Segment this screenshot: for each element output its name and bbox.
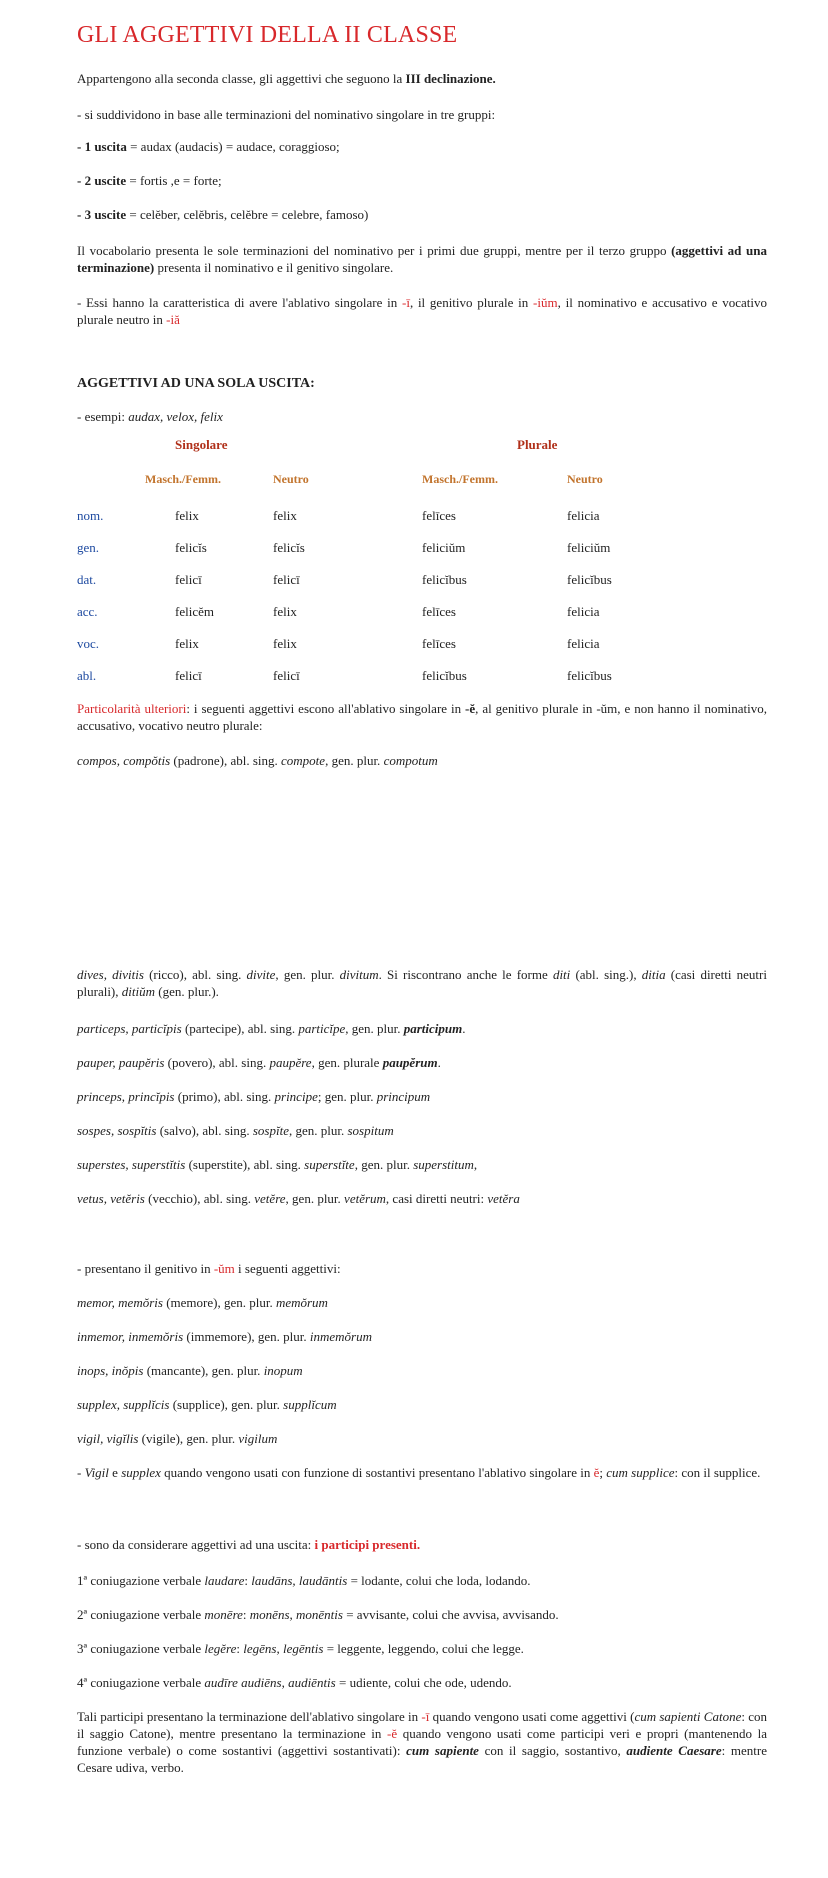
particularities-paragraph: Particolarità ulteriori: i seguenti aggettivi escono all'ablativo singolare in -ĕ, al genitivo plurale in -ŭm, e non hanno il nominativo, accusativo, vocativo neutro plurale:	[77, 701, 767, 733]
genitive-um-intro: - presentano il genitivo in -ŭm i seguenti aggettivi:	[77, 1261, 341, 1276]
examples-line: - esempi: audax, velox, felix	[77, 409, 223, 424]
header-plur-neuter: Neutro	[567, 472, 603, 486]
list-item: memor, memŏris (memore), gen. plur. memŏrum	[77, 1295, 328, 1310]
endings-paragraph: - Essi hanno la caratteristica di avere l'ablativo singolare in -ī, il genitivo plurale in -iŭm, il nominativo e accusativo e vocativo plurale neutro in -iă	[77, 295, 767, 327]
compos-line: compos, compŏtis (padrone), abl. sing. compote, gen. plur. compotum	[77, 753, 438, 768]
intro-paragraph: Appartengono alla seconda classe, gli aggettivi che seguono la III declinazione.	[77, 71, 496, 86]
list-item: sospes, sospĭtis (salvo), abl. sing. sospĭte, gen. plur. sospitum	[77, 1123, 394, 1138]
header-sing-neuter: Neutro	[273, 472, 309, 486]
header-sing-masc-fem: Masch./Femm.	[145, 472, 221, 486]
document-page: GLI AGGETTIVI DELLA II CLASSE Appartengono alla seconda classe, gli aggettivi che seguono la III declinazione. - si suddividono in base alle terminazioni del nominativo singolare in tre gruppi: - 1 uscita = audax (audacis) = audace, coraggioso; - 2 uscite = fortis ,e = forte; - 3 uscite = celĕber, celĕbris, celĕbre = celebre, famoso) Il vocabolario presenta le sole terminazioni del nominativo per i primi due gruppi, mentre per il terzo gruppo (aggettivi ad una terminazione) presenta il nominativo e il genitivo singolare. - Essi hanno la caratteristica di avere l'ablativo singolare in -ī, il genitivo plurale in -iŭm, il nominativo e accusativo e vocativo plurale neutro in -iă AGGETTIVI AD UNA SOLA USCITA: - esempi: audax, velox, felix Singolare Plurale Masch./Femm. Neutro Masch./Femm. Neutro nom. felix felix felīces felicia gen. felicĭs felicĭs feliciŭm feliciŭm dat. felicī felicī felicĭbus felicĭbus acc. felicĕm felix felīces felicia voc. felix felix felīces felicia abl. felicī felicī felicĭbus felicĭbus Particolarità ulteriori: i seguenti aggettivi escono all'ablativo singolare in -ĕ, al genitivo plurale in -ŭm, e non hanno il nominativo, accusativo, vocativo neutro plurale: compos, compŏtis (padrone), abl. sing. compote, gen. plur. compotum dives, divitis (ricco), abl. sing. divite, gen. plur. divitum. Si riscontrano anche le forme diti (abl. sing.), ditia (casi diretti neutri plurali), ditiŭm (gen. plur.). particeps, particĭpis (partecipe), abl. sing. particĭpe, gen. plur. participum. pauper, paupĕris (povero), abl. sing. paupĕre, gen. plurale paupĕrum. princeps, princĭpis (primo), abl. sing. principe; gen. plur. principum sospes, sospĭtis (salvo), abl. sing. sospĭte, gen. plur. sospitum superstes, superstĭtis (superstite), abl. sing. superstĭte, gen. plur. superstitum, vetus, vetĕris (vecchio), abl. sing. vetĕre, gen. plur. vetĕrum, casi diretti neutri: vetĕra - presentano il genitivo in -ŭm i seguenti aggettivi: memor, memŏris (memore), gen. plur. memŏrum inmemor, inmemŏris (immemore), gen. plur. inmemŏrum inops, inŏpis (mancante), gen. plur. inopum supplex, supplĭcis (supplice), gen. plur. supplĭcum vigil, vigĭlis (vigile), gen. plur. vigilum - Vigil e supplex quando vengono usati con funzione di sostantivi presentano l'ablativo singolare in ĕ; cum supplice: con il supplice. - sono da considerare aggettivi ad una uscita: i participi presenti. 1ª coniugazione verbale laudare: laudāns, laudāntis = lodante, colui che loda, lodando. 2ª coniugazione verbale monēre: monēns, monēntis = avvisante, colui che avvisa, avvisando. 3ª coniugazione verbale legĕre: legēns, legēntis = leggente, leggendo, colui che legge. 4ª coniugazione verbale audīre audiēns, audiēntis = udiente, colui che ode, udendo. Tali participi presentano la terminazione dell'ablativo singolare in -ī quando vengono usati come aggettivi (cum sapienti Catone: con il saggio Catone), mentre presentano la terminazione in -ĕ quando vengono usati come participi veri e propri (mantenendo la funzione verbale) o come sostantivi (aggettivi sostantivati): cum sapiente con il saggio, sostantivo, audiente Caesare: mentre Cesare udiva, verbo.	[77, 22, 768, 1775]
conjugation-line: 4ª coniugazione verbale audīre audiēns, audiēntis = udiente, colui che ode, udendo.	[77, 1675, 512, 1690]
list-item: particeps, particĭpis (partecipe), abl. sing. particĭpe, gen. plur. participum.	[77, 1021, 466, 1036]
list-item: dives, divitis (ricco), abl. sing. divite, gen. plur. divitum. Si riscontrano anche le forme diti (abl. sing.), ditia (casi diretti neutri plurali), ditiŭm (gen. plur.).	[77, 967, 767, 999]
list-item: inops, inŏpis (mancante), gen. plur. inopum	[77, 1363, 303, 1378]
group-3: - 3 uscite = celĕber, celĕbris, celĕbre = celebre, famoso)	[77, 207, 369, 222]
list-item: vigil, vigĭlis (vigile), gen. plur. vigilum	[77, 1431, 278, 1446]
list-item: princeps, princĭpis (primo), abl. sing. principe; gen. plur. principum	[77, 1089, 431, 1104]
list-item: supplex, supplĭcis (supplice), gen. plur. supplĭcum	[77, 1397, 337, 1412]
section-heading-one-ending: AGGETTIVI AD UNA SOLA USCITA:	[77, 376, 315, 391]
conjugation-line: 2ª coniugazione verbale monēre: monēns, monēntis = avvisante, colui che avvisa, avvisando.	[77, 1607, 559, 1622]
header-plural: Plurale	[517, 437, 558, 452]
page-title: GLI AGGETTIVI DELLA II CLASSE	[77, 22, 458, 48]
conjugation-line: 1ª coniugazione verbale laudare: laudāns, laudāntis = lodante, colui che loda, lodando.	[77, 1573, 531, 1588]
list-item: pauper, paupĕris (povero), abl. sing. paupĕre, gen. plurale paupĕrum.	[77, 1055, 441, 1070]
header-singular: Singolare	[175, 437, 228, 452]
group-2: - 2 uscite = fortis ,e = forte;	[77, 173, 222, 188]
header-plur-masc-fem: Masch./Femm.	[422, 472, 498, 486]
list-item: superstes, superstĭtis (superstite), abl. sing. superstĭte, gen. plur. superstitum,	[77, 1157, 478, 1172]
group-1: - 1 uscita = audax (audacis) = audace, coraggioso;	[77, 139, 340, 154]
conjugation-line: 3ª coniugazione verbale legĕre: legēns, legēntis = leggente, leggendo, colui che legge.	[77, 1641, 524, 1656]
final-paragraph: Tali participi presentano la terminazione dell'ablativo singolare in -ī quando vengono usati come aggettivi (cum sapienti Catone: con il saggio Catone), mentre presentano la terminazione in -ĕ quando vengono usati come participi veri e propri (mantenendo la funzione verbale) o come sostantivi (aggettivi sostantivati): cum sapiente con il saggio, sostantivo, audiente Caesare: mentre Cesare udiva, verbo.	[77, 1709, 767, 1775]
list-item: vetus, vetĕris (vecchio), abl. sing. vetĕre, gen. plur. vetĕrum, casi diretti neutri: vetĕra	[77, 1191, 520, 1206]
intro-groups: - si suddividono in base alle terminazioni del nominativo singolare in tre gruppi:	[77, 107, 496, 122]
vigil-supplex-note: - Vigil e supplex quando vengono usati con funzione di sostantivi presentano l'ablativo singolare in ĕ; cum supplice: con il supplice.	[77, 1465, 761, 1480]
list-item: inmemor, inmemŏris (immemore), gen. plur. inmemŏrum	[77, 1329, 372, 1344]
present-participles-intro: - sono da considerare aggettivi ad una uscita: i participi presenti.	[77, 1537, 421, 1552]
vocabulary-paragraph: Il vocabolario presenta le sole terminazioni del nominativo per i primi due gruppi, mentre per il terzo gruppo (aggettivi ad una terminazione) presenta il nominativo e il genitivo singolare.	[77, 243, 768, 275]
